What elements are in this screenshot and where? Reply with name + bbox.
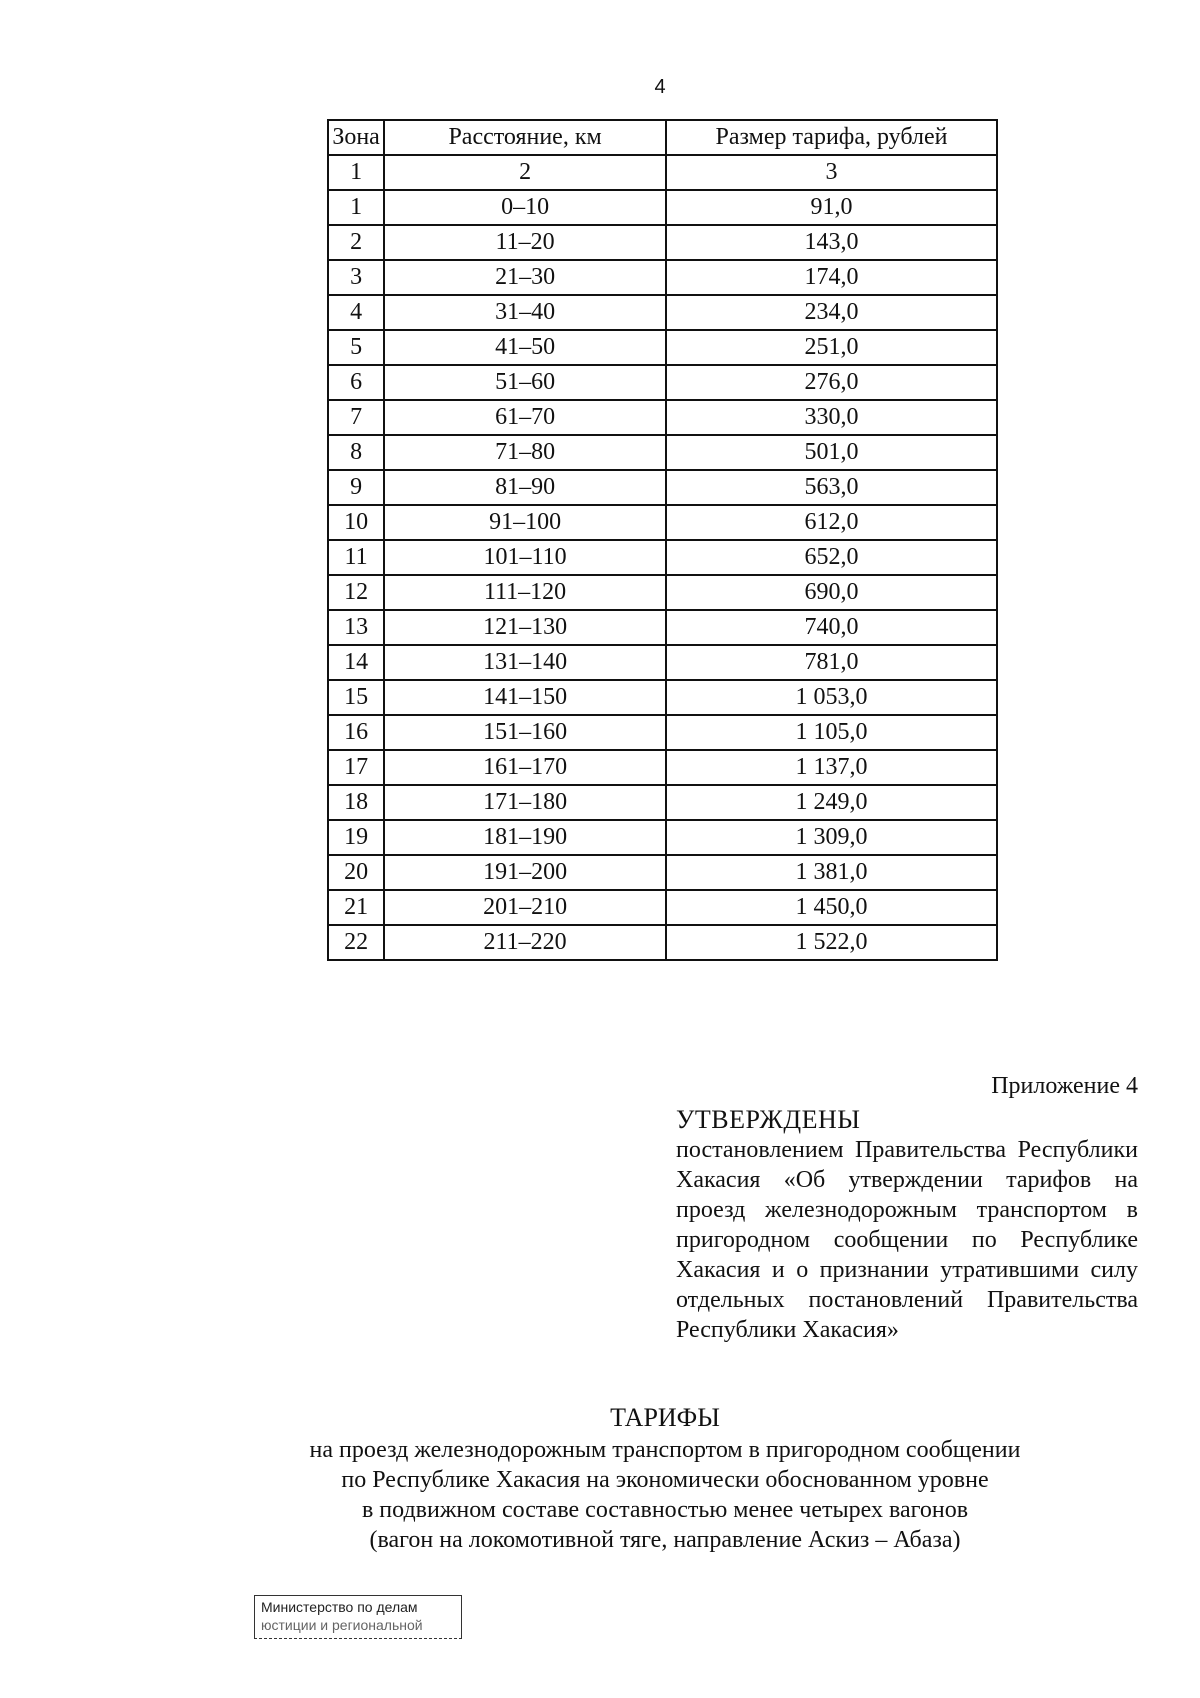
- cell-tariff: 1 105,0: [666, 715, 997, 750]
- appendix-label: Приложение 4: [991, 1073, 1138, 1099]
- cell-zone: 8: [328, 435, 384, 470]
- cell-distance: 171–180: [384, 785, 666, 820]
- table-row: [328, 680, 997, 715]
- page-number: 4: [654, 76, 666, 98]
- cell-distance: 41–50: [384, 330, 666, 365]
- table-row: [328, 575, 997, 610]
- table-row: [328, 645, 997, 680]
- cell-tariff: 501,0: [666, 435, 997, 470]
- approved-body: постановлением Правительства Республики Хакасия «Об утверждении тарифов на проезд железнодорожным транспортом в пригородном сообщении по Республике Хакасия и о признании утратившими силу отдельных постановлений Правительства Республики Хакасия»: [676, 1137, 1138, 1343]
- table-body: [328, 190, 997, 960]
- cell-tariff: 174,0: [666, 260, 997, 295]
- cell-zone: 7: [328, 400, 384, 435]
- stamp-line-2: юстиции и региональной: [261, 1617, 423, 1633]
- cell-tariff: 1 522,0: [666, 925, 997, 960]
- cell-tariff: 563,0: [666, 470, 997, 505]
- cell-zone: 3: [328, 260, 384, 295]
- cell-zone: 12: [328, 575, 384, 610]
- cell-zone: 22: [328, 925, 384, 960]
- cell-tariff: 143,0: [666, 225, 997, 260]
- approved-title: УТВЕРЖДЕНЫ: [676, 1105, 861, 1134]
- cell-tariff: 740,0: [666, 610, 997, 645]
- cell-zone: 1: [328, 190, 384, 225]
- cell-tariff: 234,0: [666, 295, 997, 330]
- ministry-stamp: [254, 1595, 462, 1639]
- cell-distance: 61–70: [384, 400, 666, 435]
- cell-distance: 121–130: [384, 610, 666, 645]
- cell-zone: 15: [328, 680, 384, 715]
- cell-zone: 2: [328, 225, 384, 260]
- cell-distance: 11–20: [384, 225, 666, 260]
- table-row: [328, 750, 997, 785]
- table-header-row: [328, 120, 997, 155]
- column-number-distance: 2: [384, 155, 666, 190]
- cell-distance: 31–40: [384, 295, 666, 330]
- cell-distance: 111–120: [384, 575, 666, 610]
- cell-tariff: 1 381,0: [666, 855, 997, 890]
- table-row: [328, 785, 997, 820]
- table-row: [328, 925, 997, 960]
- cell-zone: 14: [328, 645, 384, 680]
- cell-distance: 141–150: [384, 680, 666, 715]
- cell-zone: 11: [328, 540, 384, 575]
- cell-tariff: 690,0: [666, 575, 997, 610]
- table-row: [328, 225, 997, 260]
- table-row: [328, 190, 997, 225]
- cell-zone: 19: [328, 820, 384, 855]
- cell-tariff: 276,0: [666, 365, 997, 400]
- cell-distance: 0–10: [384, 190, 666, 225]
- table-row: [328, 820, 997, 855]
- appendix-block: [676, 1071, 1138, 1345]
- table-row: [328, 715, 997, 750]
- cell-zone: 20: [328, 855, 384, 890]
- table-row: [328, 855, 997, 890]
- cell-distance: 91–100: [384, 505, 666, 540]
- cell-zone: 5: [328, 330, 384, 365]
- cell-tariff: 612,0: [666, 505, 997, 540]
- subtitle-line-3: в подвижном составе составностью менее четырех вагонов: [361, 1497, 969, 1523]
- cell-zone: 4: [328, 295, 384, 330]
- cell-tariff: 91,0: [666, 190, 997, 225]
- cell-tariff: 330,0: [666, 400, 997, 435]
- cell-distance: 161–170: [384, 750, 666, 785]
- table-row: [328, 470, 997, 505]
- cell-distance: 131–140: [384, 645, 666, 680]
- cell-distance: 71–80: [384, 435, 666, 470]
- header-zone: Зона: [328, 120, 384, 155]
- table-row: [328, 610, 997, 645]
- subtitle-line-1: на проезд железнодорожным транспортом в пригородном сообщении: [309, 1437, 1021, 1463]
- cell-distance: 191–200: [384, 855, 666, 890]
- cell-zone: 9: [328, 470, 384, 505]
- table-row: [328, 365, 997, 400]
- table-row: [328, 890, 997, 925]
- cell-distance: 151–160: [384, 715, 666, 750]
- table-row: [328, 260, 997, 295]
- subtitle-line-2: по Республике Хакасия на экономически обоснованном уровне: [341, 1467, 989, 1493]
- cell-zone: 10: [328, 505, 384, 540]
- tariff-table: [327, 119, 998, 961]
- cell-distance: 81–90: [384, 470, 666, 505]
- cell-distance: 51–60: [384, 365, 666, 400]
- cell-distance: 181–190: [384, 820, 666, 855]
- table-row: [328, 435, 997, 470]
- column-number-tariff: 3: [666, 155, 997, 190]
- cell-tariff: 1 450,0: [666, 890, 997, 925]
- cell-tariff: 652,0: [666, 540, 997, 575]
- column-number-row: [328, 155, 997, 190]
- header-tariff: Размер тарифа, рублей: [666, 120, 997, 155]
- subtitle-line-4: (вагон на локомотивной тяге, направление Аскиз – Абаза): [369, 1527, 961, 1553]
- cell-tariff: 1 137,0: [666, 750, 997, 785]
- document-title: ТАРИФЫ: [610, 1403, 720, 1432]
- table-row: [328, 540, 997, 575]
- cell-zone: 21: [328, 890, 384, 925]
- cell-tariff: 781,0: [666, 645, 997, 680]
- cell-distance: 21–30: [384, 260, 666, 295]
- table-row: [328, 505, 997, 540]
- cell-zone: 17: [328, 750, 384, 785]
- table-row: [328, 400, 997, 435]
- cell-tariff: 251,0: [666, 330, 997, 365]
- cell-zone: 6: [328, 365, 384, 400]
- stamp-line-1: Министерство по делам: [261, 1599, 418, 1615]
- table-row: [328, 330, 997, 365]
- cell-tariff: 1 249,0: [666, 785, 997, 820]
- cell-distance: 201–210: [384, 890, 666, 925]
- title-block: [200, 1403, 1130, 1555]
- cell-zone: 13: [328, 610, 384, 645]
- cell-zone: 16: [328, 715, 384, 750]
- cell-distance: 101–110: [384, 540, 666, 575]
- header-distance: Расстояние, км: [384, 120, 666, 155]
- cell-tariff: 1 309,0: [666, 820, 997, 855]
- cell-distance: 211–220: [384, 925, 666, 960]
- column-number-zone: 1: [328, 155, 384, 190]
- cell-zone: 18: [328, 785, 384, 820]
- cell-tariff: 1 053,0: [666, 680, 997, 715]
- table-row: [328, 295, 997, 330]
